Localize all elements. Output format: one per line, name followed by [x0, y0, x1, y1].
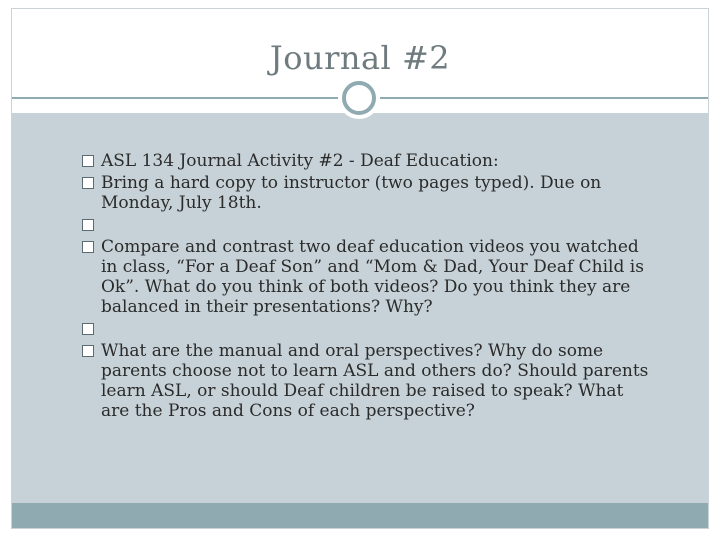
bottom-accent-bar	[12, 503, 708, 528]
square-bullet-icon	[82, 241, 94, 253]
divider-ring-icon	[342, 81, 376, 115]
bullet-list	[82, 151, 652, 423]
square-bullet-icon	[82, 155, 94, 167]
square-bullet-icon	[82, 219, 94, 231]
slide-title: Journal #2	[269, 39, 451, 77]
bullet-text: Bring a hard copy to instructor (two pages typed). Due on Monday, July 18th.	[101, 173, 602, 213]
bullet-text: What are the manual and oral perspectives? Why do some parents choose not to learn ASL and others do? Should parents learn ASL, or should Deaf children be raised to speak? What are the Pros and Cons of each perspective?	[101, 341, 649, 421]
bullet-item	[82, 173, 652, 213]
bullet-item	[82, 319, 652, 339]
square-bullet-icon	[82, 177, 94, 189]
bullet-item	[82, 151, 652, 171]
square-bullet-icon	[82, 323, 94, 335]
bullet-item	[82, 341, 652, 421]
square-bullet-icon	[82, 345, 94, 357]
bullet-item	[82, 215, 652, 235]
bullet-text: ASL 134 Journal Activity #2 - Deaf Education:	[101, 151, 499, 171]
bullet-text: Compare and contrast two deaf education videos you watched in class, “For a Deaf Son” and “Mom & Dad, Your Deaf Child is Ok”. What do you think of both videos? Do you think they are balanced in their presentations? Why?	[101, 237, 644, 317]
bullet-item	[82, 237, 652, 317]
